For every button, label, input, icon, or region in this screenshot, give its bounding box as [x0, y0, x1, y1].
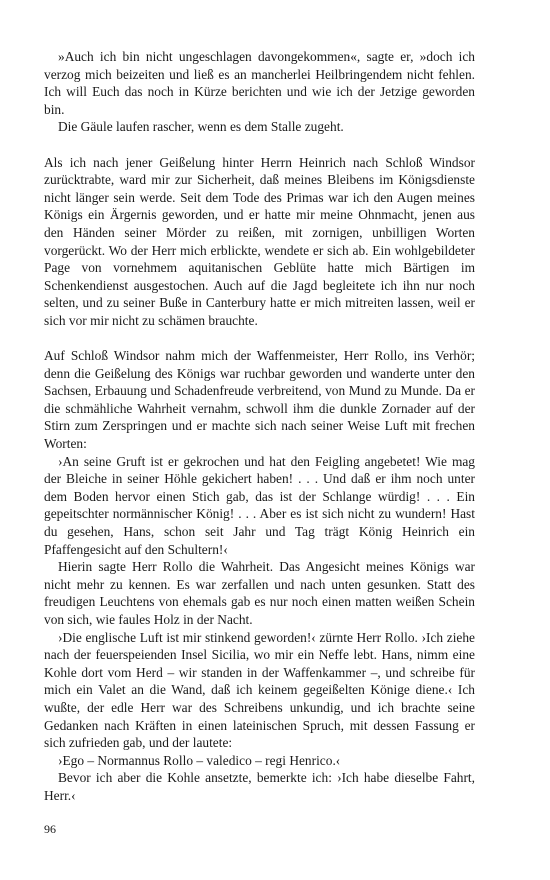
paragraph: Als ich nach jener Geißelung hinter Herrn Heinrich nach Schloß Windsor zurücktrabte, ward mir zur Sicherheit, daß meines Bleibens im Königsdienste nicht länger sein werde. Seit dem Tode des Primas war ich den Augen meines Königs ein Ärgernis geworden, und er hatte mir meine Ohnmacht, jenen aus den Händen seiner Mörder zu reißen, mit zornigen, unbilligen Worten vorgerückt. Wo der Herr mich erblickte, wendete er sich ab. Ein wohlgebildeter Page von vornehmem aquitanischen Geblüte hatte mich Bärtigen im Schenkendienst ausgestochen. Auch auf die Jagd begleitete ich ihn nur noch selten, und zu seiner Buße in Canterbury hatte er mich mitreiten lassen, weil er sich vor mir nicht zu schämen brauchte.	[44, 154, 475, 328]
paragraph: Die Gäule laufen rascher, wenn es dem Stalle zugeht.	[58, 119, 344, 135]
page-number: 96	[44, 822, 56, 836]
text-block	[44, 48, 475, 805]
paragraph: Bevor ich aber die Kohle ansetzte, bemerkte ich: ›Ich habe dieselbe Fahrt, Herr.‹	[44, 770, 475, 803]
paragraph: ›Die englische Luft ist mir stinkend geworden!‹ zürnte Herr Rollo. ›Ich ziehe nach der feuerspeienden Insel Sicilia, wo mir ein Neffe lebt. Hans, nimm eine Kohle dort vom Herd – wir standen in der Waffenkammer –, und schreibe für mich ein Valet an die Wand, daß ich keinem gegeißelten Könige diene.‹ Ich wußte, der edle Herr war des Schreibens unkundig, und ich brachte seine Gedanken nach Kräften in einen lateinischen Spruch, mit dessen Fassung er sich zufrieden gab, und der lautete:	[44, 629, 475, 751]
paragraph: ›Ego – Normannus Rollo – valedico – regi Henrico.‹	[58, 752, 341, 768]
paragraph: ›An seine Gruft ist er gekrochen und hat den Feigling angebetet! Wie mag der Bleiche in seiner Höhle gekichert haben! . . . Und daß er ihm noch unter dem Boden hervor einen Stich gab, das ist der Schlange würdig! . . . Ein gepeitschter normännischer König! . . . Aber es ist sich nicht zu wundern! Hast du gesehen, Hans, schon seit Jahr und Tag trägt König Heinrich ein Pfaffengesicht auf den Schultern!‹	[44, 453, 475, 557]
paragraph: »Auch ich bin nicht ungeschlagen davongekommen«, sagte er, »doch ich verzog mich beizeiten und ließ es an mancherlei Heilbringendem nicht fehlen. Ich will Euch das noch in Kürze berichten und wie ich der Jetzige geworden bin.	[44, 49, 475, 117]
paragraph: Hierin sagte Herr Rollo die Wahrheit. Das Angesicht meines Königs war nicht mehr zu kennen. Es war zerfallen und nach unten gesunken. Statt des freudigen Leuchtens von ehemals gab es nur noch einen matten weißen Schein von sich, wie faules Holz in der Nacht.	[44, 559, 475, 627]
paragraph: Auf Schloß Windsor nahm mich der Waffenmeister, Herr Rollo, ins Verhör; denn die Geißelung des Königs war ruchbar geworden und wanderte unter den Sachsen, Erbauung und Schadenfreude verbreitend, von Mund zu Munde. Da er die schmähliche Wahrheit vernahm, schwoll ihm die dunkle Zornader auf der Stirn zum Zerspringen und er machte sich nach seiner Weise Luft mit frechen Worten:	[44, 348, 475, 452]
